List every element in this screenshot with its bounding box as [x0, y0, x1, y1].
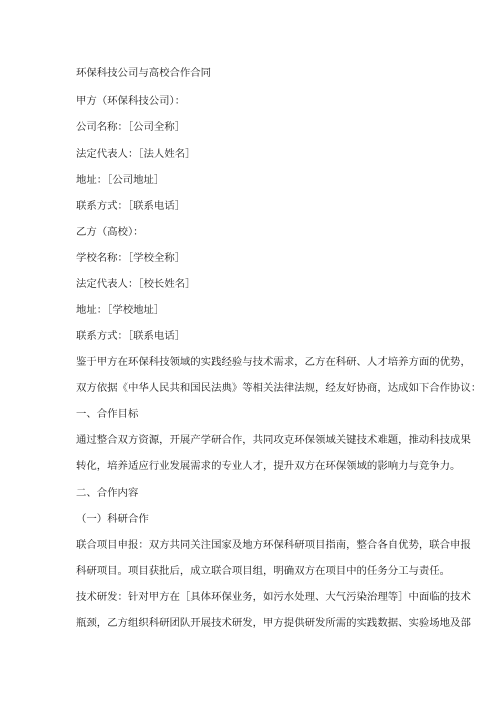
section-2-heading: 二、合作内容: [76, 487, 139, 499]
party-b-contact: 联系方式：［联系电话］: [76, 330, 186, 342]
section-2-sub-1-heading: （一）科研合作: [76, 513, 149, 525]
section-1-line-2: 转化，培养适应行业发展需求的专业人才，提升双方在环保领域的影响力与竞争力。: [76, 460, 461, 472]
party-a-heading: 甲方（环保科技公司）：: [76, 95, 186, 107]
section-1-line-1: 通过整合双方资源，开展产学研合作，共同攻克环保领域关键技术难题，推动科技成果: [76, 434, 471, 446]
party-b-address: 地址：［学校地址］: [76, 304, 165, 316]
party-b-legal-rep: 法定代表人：［校长姓名］: [76, 278, 196, 290]
tech-rd-line-2: 瓶颈，乙方组织科研团队开展技术研发，甲方提供研发所需的实践数据、实验场地及部: [76, 617, 471, 629]
party-a-company-name: 公司名称：［公司全称］: [76, 121, 186, 133]
joint-application-line-1: 联合项目申报：双方共同关注国家及地方环保科研项目指南，整合各自优势，联合申报: [76, 539, 471, 551]
tech-rd-line-1: 技术研发：针对甲方在［具体环保业务，如污水处理、大气污染治理等］中面临的技术: [76, 591, 471, 603]
section-1-heading: 一、合作目标: [76, 408, 139, 420]
party-a-contact: 联系方式：［联系电话］: [76, 200, 186, 212]
preamble-line-2: 双方依据《中华人民共和国民法典》等相关法律法规，经友好协商，达成如下合作协议：: [76, 382, 482, 394]
party-a-address: 地址：［公司地址］: [76, 174, 165, 186]
document-title: 环保科技公司与高校合作合同: [76, 67, 212, 79]
preamble-line-1: 鉴于甲方在环保科技领域的实践经验与技术需求，乙方在科研、人才培养方面的优势，: [76, 356, 471, 368]
party-b-heading: 乙方（高校）：: [76, 226, 144, 238]
party-b-school-name: 学校名称：［学校全称］: [76, 252, 186, 264]
party-a-legal-rep: 法定代表人：［法人姓名］: [76, 148, 196, 160]
joint-application-line-2: 科研项目。项目获批后，成立联合项目组，明确双方在项目中的任务分工与责任。: [76, 565, 451, 577]
